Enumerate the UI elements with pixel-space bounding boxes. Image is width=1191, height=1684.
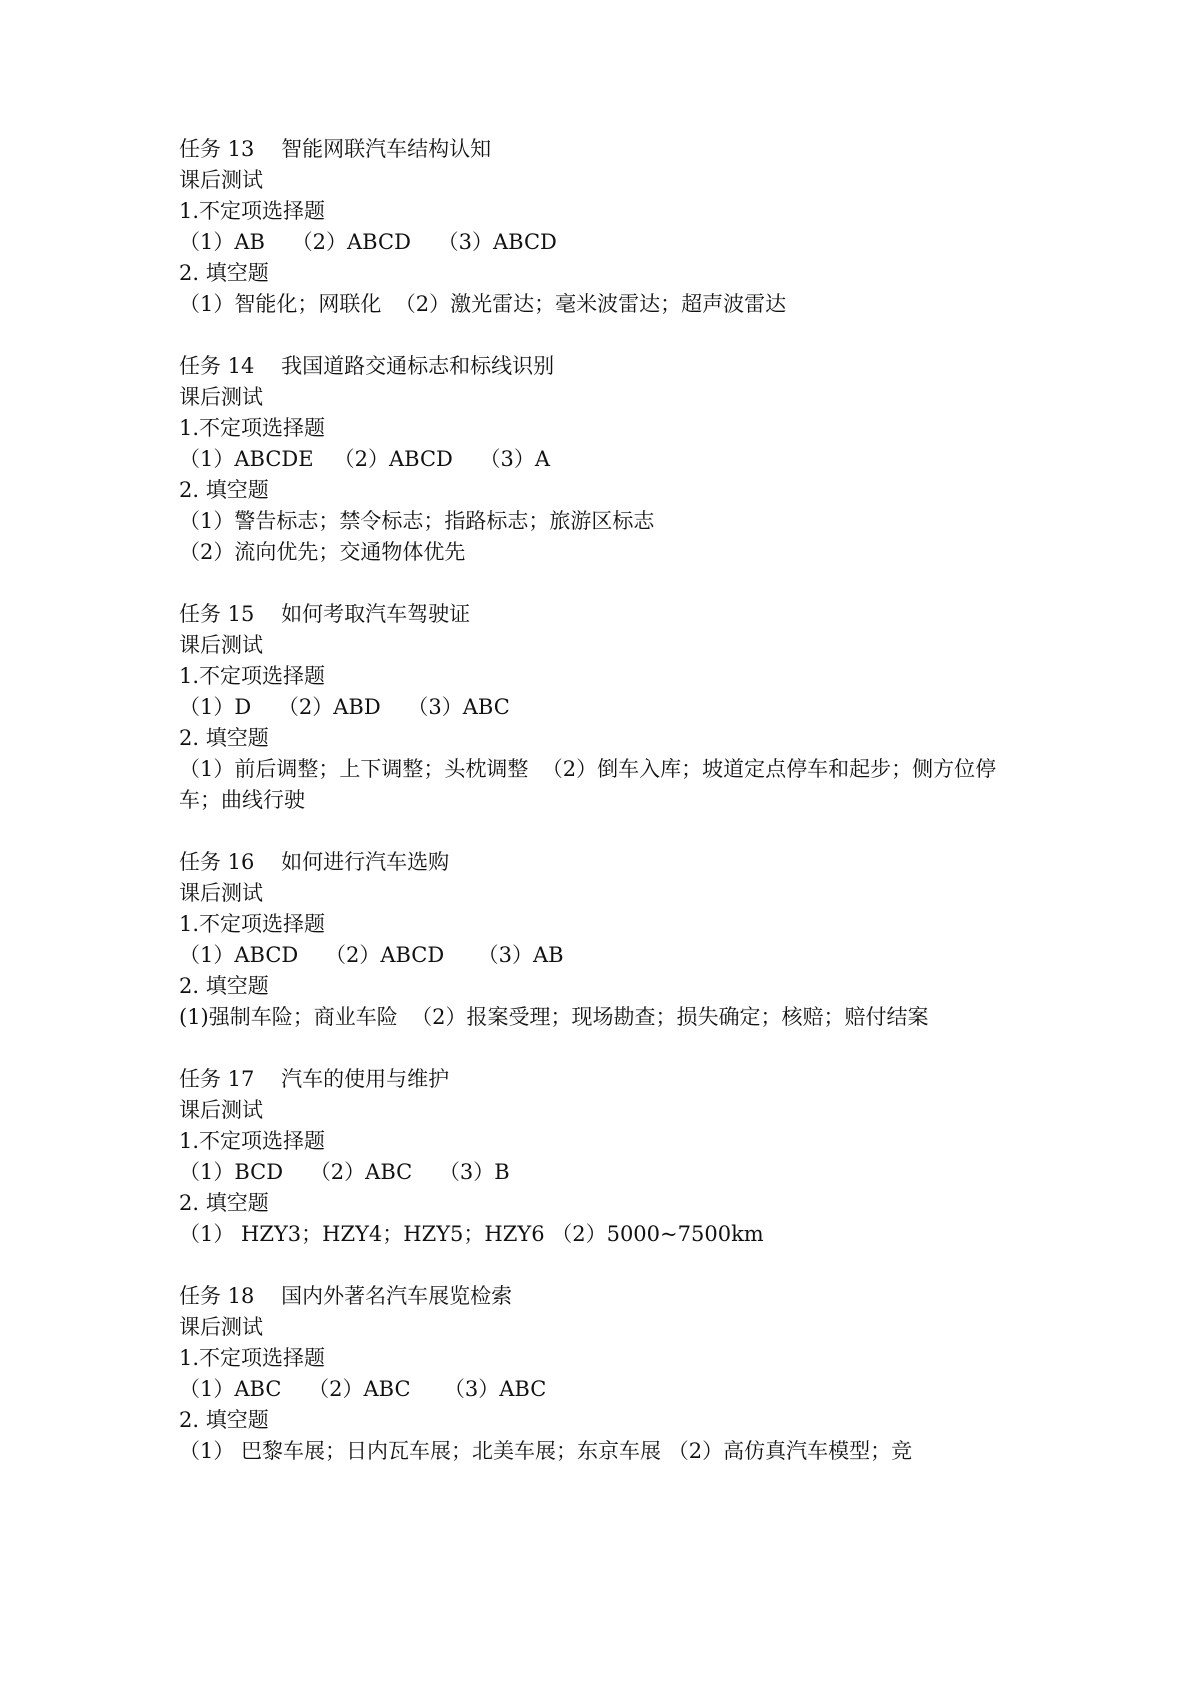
question-1-answers: （1）AB （2）ABCD （3）ABCD [179, 230, 557, 254]
question-2-title: 2. 填空题 [179, 1408, 269, 1432]
document-page [179, 134, 1029, 1467]
task-heading: 任务 15 如何考取汽车驾驶证 [179, 602, 471, 626]
question-2-title: 2. 填空题 [179, 1191, 269, 1215]
question-2-answer: （1）智能化；网联化 （2）激光雷达；毫米波雷达；超声波雷达 [179, 292, 787, 316]
task-heading: 任务 16 如何进行汽车选购 [179, 850, 450, 874]
task-16-section [179, 847, 1029, 1033]
question-2-answer: (1)强制车险；商业车险 （2）报案受理；现场勘查；损失确定；核赔；赔付结案 [179, 1005, 929, 1029]
section-subtitle: 课后测试 [179, 1315, 263, 1339]
task-15-section [179, 599, 1029, 816]
question-1-title: 1.不定项选择题 [179, 664, 326, 688]
question-2-answer: （2）流向优先；交通物体优先 [179, 540, 466, 564]
section-subtitle: 课后测试 [179, 168, 263, 192]
question-2-title: 2. 填空题 [179, 261, 269, 285]
section-subtitle: 课后测试 [179, 633, 263, 657]
task-heading: 任务 14 我国道路交通标志和标线识别 [179, 354, 555, 378]
task-heading: 任务 17 汽车的使用与维护 [179, 1067, 450, 1091]
question-1-answers: （1）BCD （2）ABC （3）B [179, 1160, 510, 1184]
question-1-title: 1.不定项选择题 [179, 1129, 326, 1153]
question-2-title: 2. 填空题 [179, 478, 269, 502]
question-2-answer: （1）警告标志；禁令标志；指路标志；旅游区标志 [179, 509, 655, 533]
section-subtitle: 课后测试 [179, 1098, 263, 1122]
task-14-section [179, 351, 1029, 568]
question-2-answer: （1） HZY3；HZY4；HZY5；HZY6 （2）5000~7500km [179, 1222, 764, 1246]
question-2-answer: （1）前后调整；上下调整；头枕调整 （2）倒车入库；坡道定点停车和起步；侧方位停车；曲线行驶 [179, 757, 997, 812]
question-1-title: 1.不定项选择题 [179, 1346, 326, 1370]
question-1-answers: （1）ABCDE （2）ABCD （3）A [179, 447, 551, 471]
task-heading: 任务 18 国内外著名汽车展览检索 [179, 1284, 513, 1308]
section-subtitle: 课后测试 [179, 881, 263, 905]
task-17-section [179, 1064, 1029, 1250]
section-subtitle: 课后测试 [179, 385, 263, 409]
question-1-answers: （1）ABC （2）ABC （3）ABC [179, 1377, 547, 1401]
question-1-title: 1.不定项选择题 [179, 199, 326, 223]
question-2-answer: （1） 巴黎车展；日内瓦车展；北美车展；东京车展 （2）高仿真汽车模型；竞 [179, 1439, 913, 1463]
task-13-section [179, 134, 1029, 320]
question-1-answers: （1）D （2）ABD （3）ABC [179, 695, 510, 719]
question-1-title: 1.不定项选择题 [179, 912, 326, 936]
question-2-title: 2. 填空题 [179, 726, 269, 750]
task-18-section [179, 1281, 1029, 1467]
question-1-answers: （1）ABCD （2）ABCD （3）AB [179, 943, 564, 967]
question-1-title: 1.不定项选择题 [179, 416, 326, 440]
task-heading: 任务 13 智能网联汽车结构认知 [179, 137, 492, 161]
question-2-title: 2. 填空题 [179, 974, 269, 998]
